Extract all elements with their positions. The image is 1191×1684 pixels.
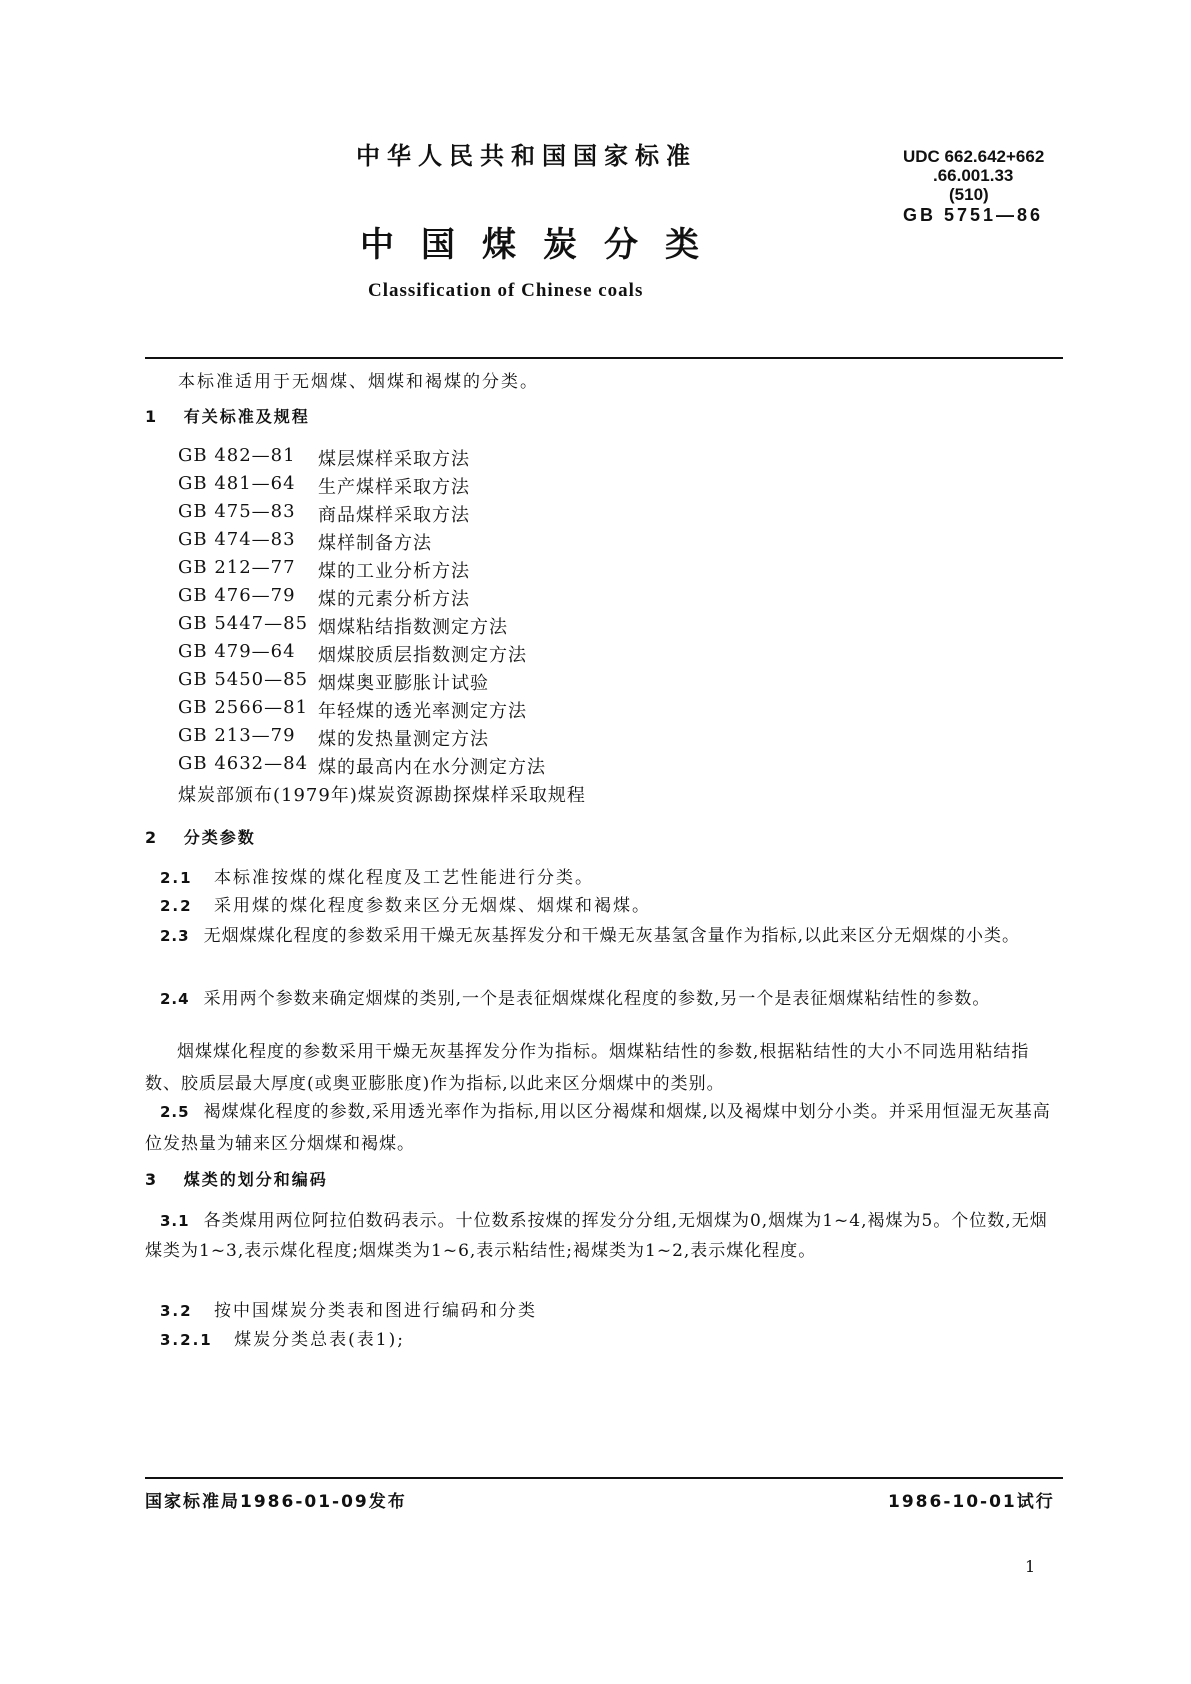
clause-number: 2.4 [160,990,190,1008]
intro-text: 本标准适用于无烟煤、烟煤和褐煤的分类。 [178,372,539,392]
clause-text: 煤炭分类总表(表1); [234,1330,405,1350]
clause-text: 各类煤用两位阿拉伯数码表示。十位数系按煤的挥发分分组,无烟煤为0,烟煤为1~4,褐煤为5。个位数,无烟煤类为1~3,表示煤化程度;烟煤类为1~6,表示粘结性;褐煤类为1~2,表示煤化程度。 [145,1211,1048,1261]
udc-code-line-2: .66.001.33 [933,166,1014,185]
reference-title: 年轻煤的透光率测定方法 [318,701,527,722]
reference-code: GB 213—79 [178,725,296,746]
section-2-title: 分类参数 [183,828,256,847]
reference-title: 煤层煤样采取方法 [318,449,470,470]
reference-title: 烟煤粘结指数测定方法 [318,617,508,638]
clause-2-2 [160,891,651,921]
section-1-heading [145,404,310,427]
reference-item-last: 煤炭部颁布(1979年)煤炭资源勘探煤样采取规程 [178,785,586,806]
reference-code: GB 475—83 [178,501,296,522]
reference-title: 烟煤奥亚膨胀计试验 [318,673,489,694]
clause-2-5 [145,1096,1063,1160]
reference-code: GB 2566—81 [178,697,309,718]
udc-code-line-1: UDC 662.642+662 [903,147,1045,166]
reference-title: 煤的最高内在水分测定方法 [318,757,546,778]
section-3-number: 3 [145,1170,159,1189]
issue-date: 国家标准局1986-01-09发布 [145,1492,407,1512]
clause-number: 2.5 [160,1103,190,1121]
reference-code: GB 474—83 [178,529,296,550]
clause-text: 采用两个参数来确定烟煤的类别,一个是表征烟煤煤化程度的参数,另一个是表征烟煤粘结性的参数。 [203,989,991,1009]
effective-date: 1986-10-01试行 [888,1492,1055,1512]
reference-title: 烟煤胶质层指数测定方法 [318,645,527,666]
clause-number: 2.2 [160,897,193,915]
page-number: 1 [1025,1557,1036,1576]
section-2-number: 2 [145,828,159,847]
clause-text: 无烟煤煤化程度的参数采用干燥无灰基挥发分和干燥无灰基氢含量作为指标,以此来区分无烟煤的小类。 [203,926,1020,946]
reference-title: 煤的工业分析方法 [318,561,470,582]
reference-code: GB 482—81 [178,445,296,466]
clause-text: 褐煤煤化程度的参数,采用透光率作为指标,用以区分褐煤和烟煤,以及褐煤中划分小类。并采用恒湿无灰基高位发热量为辅来区分烟煤和褐煤。 [145,1102,1051,1154]
reference-code: GB 479—64 [178,641,296,662]
document-title: 中国煤炭分类 [360,225,726,265]
reference-code: GB 481—64 [178,473,296,494]
clause-2-4 [145,983,1063,1015]
clause-2-3 [145,920,1063,952]
clause-number: 3.2.1 [160,1331,213,1349]
clause-3-2 [160,1296,537,1326]
clause-2-1 [160,863,594,893]
reference-code: GB 5450—85 [178,669,309,690]
reference-title: 煤样制备方法 [318,533,432,554]
reference-code: GB 476—79 [178,585,296,606]
clause-text: 本标准按煤的煤化程度及工艺性能进行分类。 [213,868,594,888]
reference-code: GB 5447—85 [178,613,309,634]
clause-number: 2.3 [160,927,190,945]
section-2-heading [145,825,256,848]
standard-number: GB 5751—86 [903,205,1044,225]
reference-code: GB 4632—84 [178,753,309,774]
udc-code-line-3: (510) [949,185,989,204]
footer-divider [145,1477,1063,1479]
paragraph-text: 烟煤煤化程度的参数采用干燥无灰基挥发分作为指标。烟煤粘结性的参数,根据粘结性的大小不同选用粘结指数、胶质层最大厚度(或奥亚膨胀度)作为指标,以此来区分烟煤中的类别。 [145,1042,1030,1094]
clause-number: 3.2 [160,1302,193,1320]
section-1-title: 有关标准及规程 [183,407,310,426]
clause-text: 按中国煤炭分类表和图进行编码和分类 [213,1301,537,1321]
section-3-heading [145,1167,328,1190]
clause-text: 采用煤的煤化程度参数来区分无烟煤、烟煤和褐煤。 [213,896,651,916]
document-subtitle: Classification of Chinese coals [368,280,644,301]
header-divider [145,357,1063,359]
clause-3-1 [145,1206,1063,1266]
reference-code: GB 212—77 [178,557,296,578]
section-3-title: 煤类的划分和编码 [183,1170,328,1189]
section-1-number: 1 [145,407,159,426]
clause-number: 3.1 [160,1212,190,1230]
clause-2-4-paragraph [145,1036,1063,1100]
clause-number: 2.1 [160,869,193,887]
clause-3-2-1 [160,1325,405,1355]
reference-title: 煤的发热量测定方法 [318,729,489,750]
reference-title: 商品煤样采取方法 [318,505,470,526]
reference-title: 生产煤样采取方法 [318,477,470,498]
national-standard-label: 中华人民共和国国家标准 [356,142,697,170]
reference-title: 煤的元素分析方法 [318,589,470,610]
